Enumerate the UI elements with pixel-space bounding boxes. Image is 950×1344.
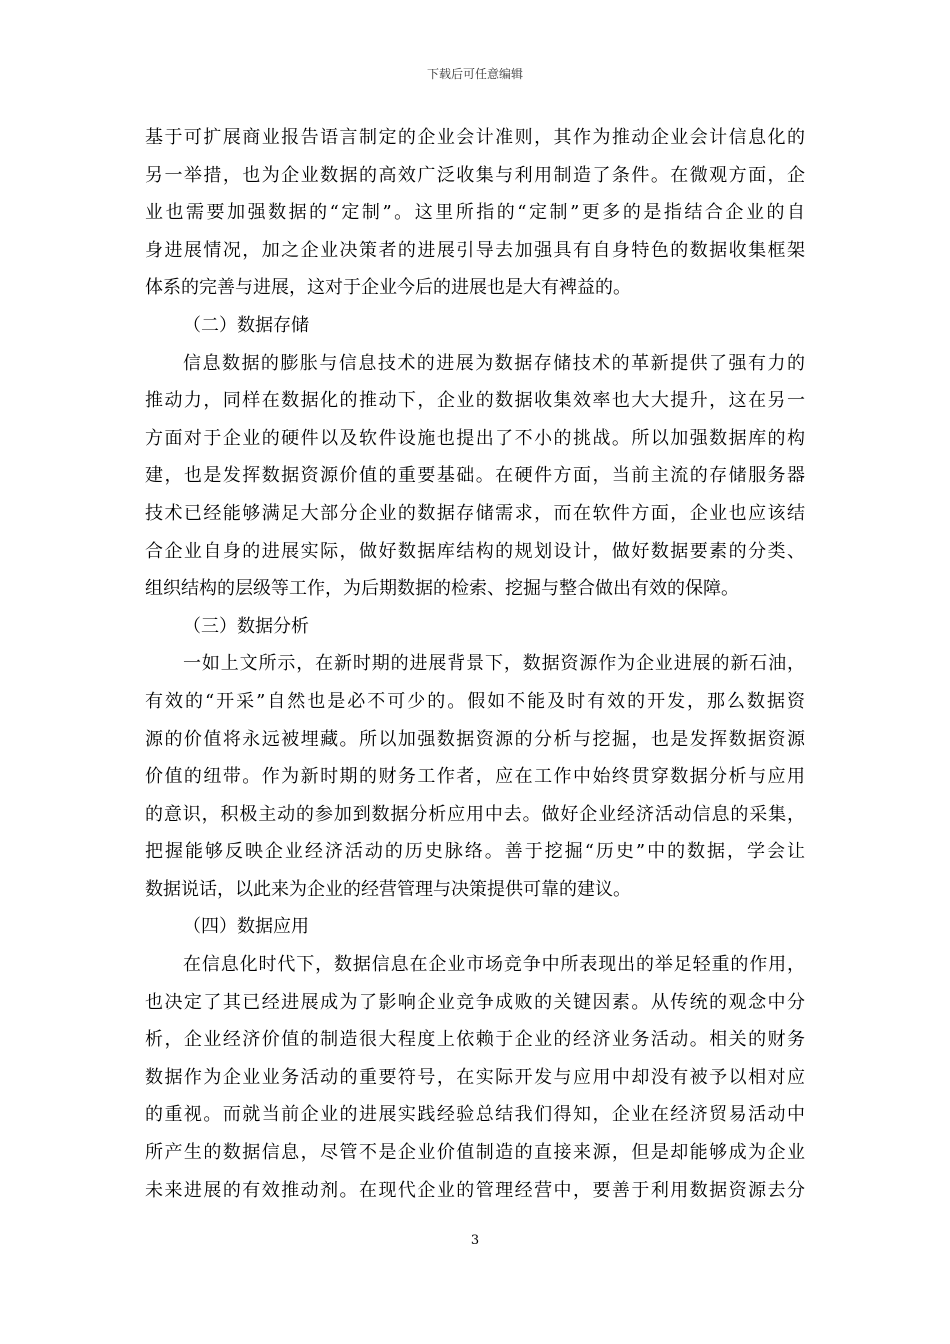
page-number: 3: [470, 1233, 480, 1248]
text-line: 业也需要加强数据的“定制”。这里所指的“定制”更多的是指结合企业的自: [145, 202, 805, 224]
text-line: 方面对于企业的硬件以及软件设施也提出了不小的挑战。所以加强数据库的构: [145, 427, 805, 449]
text-line: 在信息化时代下，数据信息在企业市场竞争中所表现出的举足轻重的作用，: [183, 954, 805, 976]
document-body: [145, 119, 805, 1209]
section-heading-data-analysis: （三）数据分析: [183, 615, 309, 637]
section-heading-data-storage: （二）数据存储: [183, 314, 309, 336]
text-line: 身进展情况，加之企业决策者的进展引导去加强具有自身特色的数据收集框架: [145, 239, 805, 261]
text-line: 推动力，同样在数据化的推动下，企业的数据收集效率也大大提升，这在另一: [145, 390, 805, 412]
text-line: 也决定了其已经进展成为了影响企业竞争成败的关键因素。从传统的观念中分: [145, 991, 805, 1013]
text-line: 价值的纽带。作为新时期的财务工作者，应在工作中始终贯穿数据分析与应用: [145, 766, 805, 788]
paragraph-2: [145, 345, 805, 608]
paragraph-4: [145, 946, 805, 1209]
text-line: 源的价值将永远被埋藏。所以加强数据资源的分析与挖掘，也是发挥数据资源: [145, 728, 805, 750]
text-line: 基于可扩展商业报告语言制定的企业会计准则，其作为推动企业会计信息化的: [145, 127, 805, 148]
text-line: 析，企业经济价值的制造很大程度上依赖于企业的经济业务活动。相关的财务: [145, 1029, 805, 1051]
paragraph-3: [145, 645, 805, 908]
text-line: 的重视。而就当前企业的进展实践经验总结我们得知，企业在经济贸易活动中: [145, 1104, 805, 1126]
text-line: 体系的完善与进展，这对于企业今后的进展也是大有裨益的。: [145, 277, 631, 299]
text-line: 一如上文所示，在新时期的进展背景下，数据资源作为企业进展的新石油，: [183, 653, 805, 675]
section-heading-data-application: （四）数据应用: [183, 916, 309, 938]
text-line: 有效的“开采”自然也是必不可少的。假如不能及时有效的开发，那么数据资: [145, 690, 805, 712]
text-line: 合企业自身的进展实际，做好数据库结构的规划设计，做好数据要素的分类、: [145, 540, 805, 562]
text-line: 未来进展的有效推动剂。在现代企业的管理经营中，要善于利用数据资源去分: [145, 1179, 805, 1201]
text-line: 技术已经能够满足大部分企业的数据存储需求，而在软件方面，企业也应该结: [145, 502, 805, 524]
text-line: 数据说话，以此来为企业的经营管理与决策提供可靠的建议。: [145, 878, 631, 900]
text-line: 组织结构的层级等工作，为后期数据的检索、挖掘与整合做出有效的保障。: [145, 578, 739, 600]
text-line: 把握能够反映企业经济活动的历史脉络。善于挖掘“历史”中的数据，学会让: [145, 841, 805, 863]
paragraph-1: [145, 119, 805, 307]
text-line: 数据作为企业业务活动的重要符号，在实际开发与应用中却没有被予以相对应: [145, 1066, 805, 1088]
text-line: 信息数据的膨胀与信息技术的进展为数据存储技术的革新提供了强有力的: [183, 352, 805, 374]
text-line: 另一举措，也为企业数据的高效广泛收集与利用制造了条件。在微观方面，企: [145, 164, 805, 186]
text-line: 所产生的数据信息，尽管不是企业价值制造的直接来源，但是却能够成为企业: [145, 1142, 805, 1164]
text-line: 建，也是发挥数据资源价值的重要基础。在硬件方面，当前主流的存储服务器: [145, 465, 805, 487]
text-line: 的意识，积极主动的参加到数据分析应用中去。做好企业经济活动信息的采集，: [145, 803, 805, 825]
page-header: 下载后可任意编辑: [426, 67, 523, 81]
